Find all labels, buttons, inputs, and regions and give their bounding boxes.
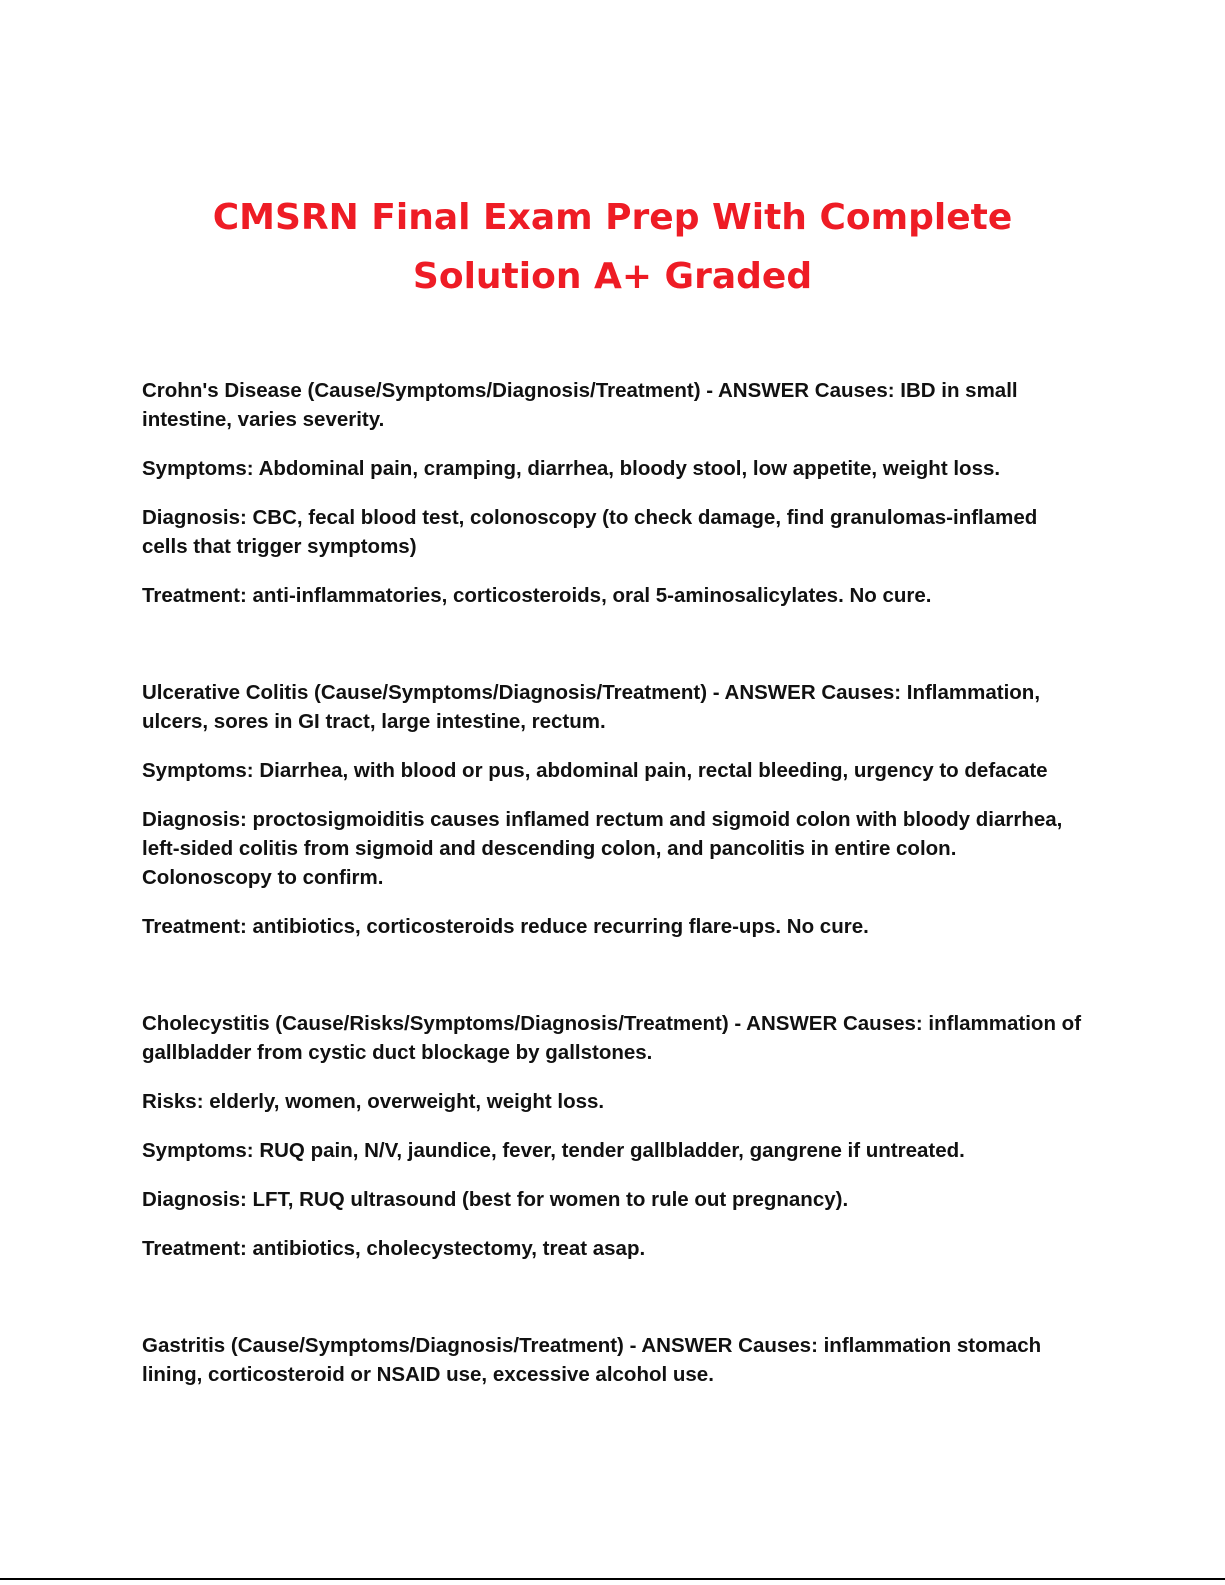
document-body bbox=[142, 376, 1082, 1457]
paragraph: Crohn's Disease (Cause/Symptoms/Diagnosis/Treatment) - ANSWER Causes: IBD in small intestine, varies severity. bbox=[142, 379, 1018, 431]
paragraph: Treatment: anti-inflammatories, corticosteroids, oral 5-aminosalicylates. No cure. bbox=[142, 584, 932, 607]
paragraph: Diagnosis: LFT, RUQ ultrasound (best for women to rule out pregnancy). bbox=[142, 1188, 849, 1211]
paragraph: Symptoms: Diarrhea, with blood or pus, abdominal pain, rectal bleeding, urgency to defacate bbox=[142, 759, 1048, 782]
paragraph: Diagnosis: proctosigmoiditis causes inflamed rectum and sigmoid colon with bloody diarrhea, left-sided colitis from sigmoid and descending colon, and pancolitis in entire colon. Colonoscopy to confirm. bbox=[142, 808, 1063, 889]
paragraph: Ulcerative Colitis (Cause/Symptoms/Diagnosis/Treatment) - ANSWER Causes: Inflammation, ulcers, sores in GI tract, large intestine, rectum. bbox=[142, 681, 1041, 733]
title-line-1: CMSRN Final Exam Prep With Complete bbox=[212, 197, 1013, 238]
paragraph: Risks: elderly, women, overweight, weight loss. bbox=[142, 1090, 605, 1113]
paragraph: Gastritis (Cause/Symptoms/Diagnosis/Treatment) - ANSWER Causes: inflammation stomach lining, corticosteroid or NSAID use, excessive alcohol use. bbox=[142, 1334, 1042, 1386]
section-ulcerative-colitis bbox=[142, 678, 1082, 941]
paragraph: Symptoms: Abdominal pain, cramping, diarrhea, bloody stool, low appetite, weight loss. bbox=[142, 457, 1001, 480]
title-line-2: Solution A+ Graded bbox=[412, 256, 813, 297]
paragraph: Treatment: antibiotics, corticosteroids reduce recurring flare-ups. No cure. bbox=[142, 915, 869, 938]
paragraph: Cholecystitis (Cause/Risks/Symptoms/Diagnosis/Treatment) - ANSWER Causes: inflammation of gallbladder from cystic duct blockage by gallstones. bbox=[142, 1012, 1082, 1064]
section-gastritis bbox=[142, 1331, 1082, 1389]
paragraph: Symptoms: RUQ pain, N/V, jaundice, fever, tender gallbladder, gangrene if untreated. bbox=[142, 1139, 965, 1162]
section-crohns-disease bbox=[142, 376, 1082, 610]
paragraph: Treatment: antibiotics, cholecystectomy, treat asap. bbox=[142, 1237, 646, 1260]
paragraph: Diagnosis: CBC, fecal blood test, colonoscopy (to check damage, find granulomas-inflamed cells that trigger symptoms) bbox=[142, 506, 1038, 558]
document-title bbox=[0, 188, 1225, 306]
section-cholecystitis bbox=[142, 1009, 1082, 1263]
